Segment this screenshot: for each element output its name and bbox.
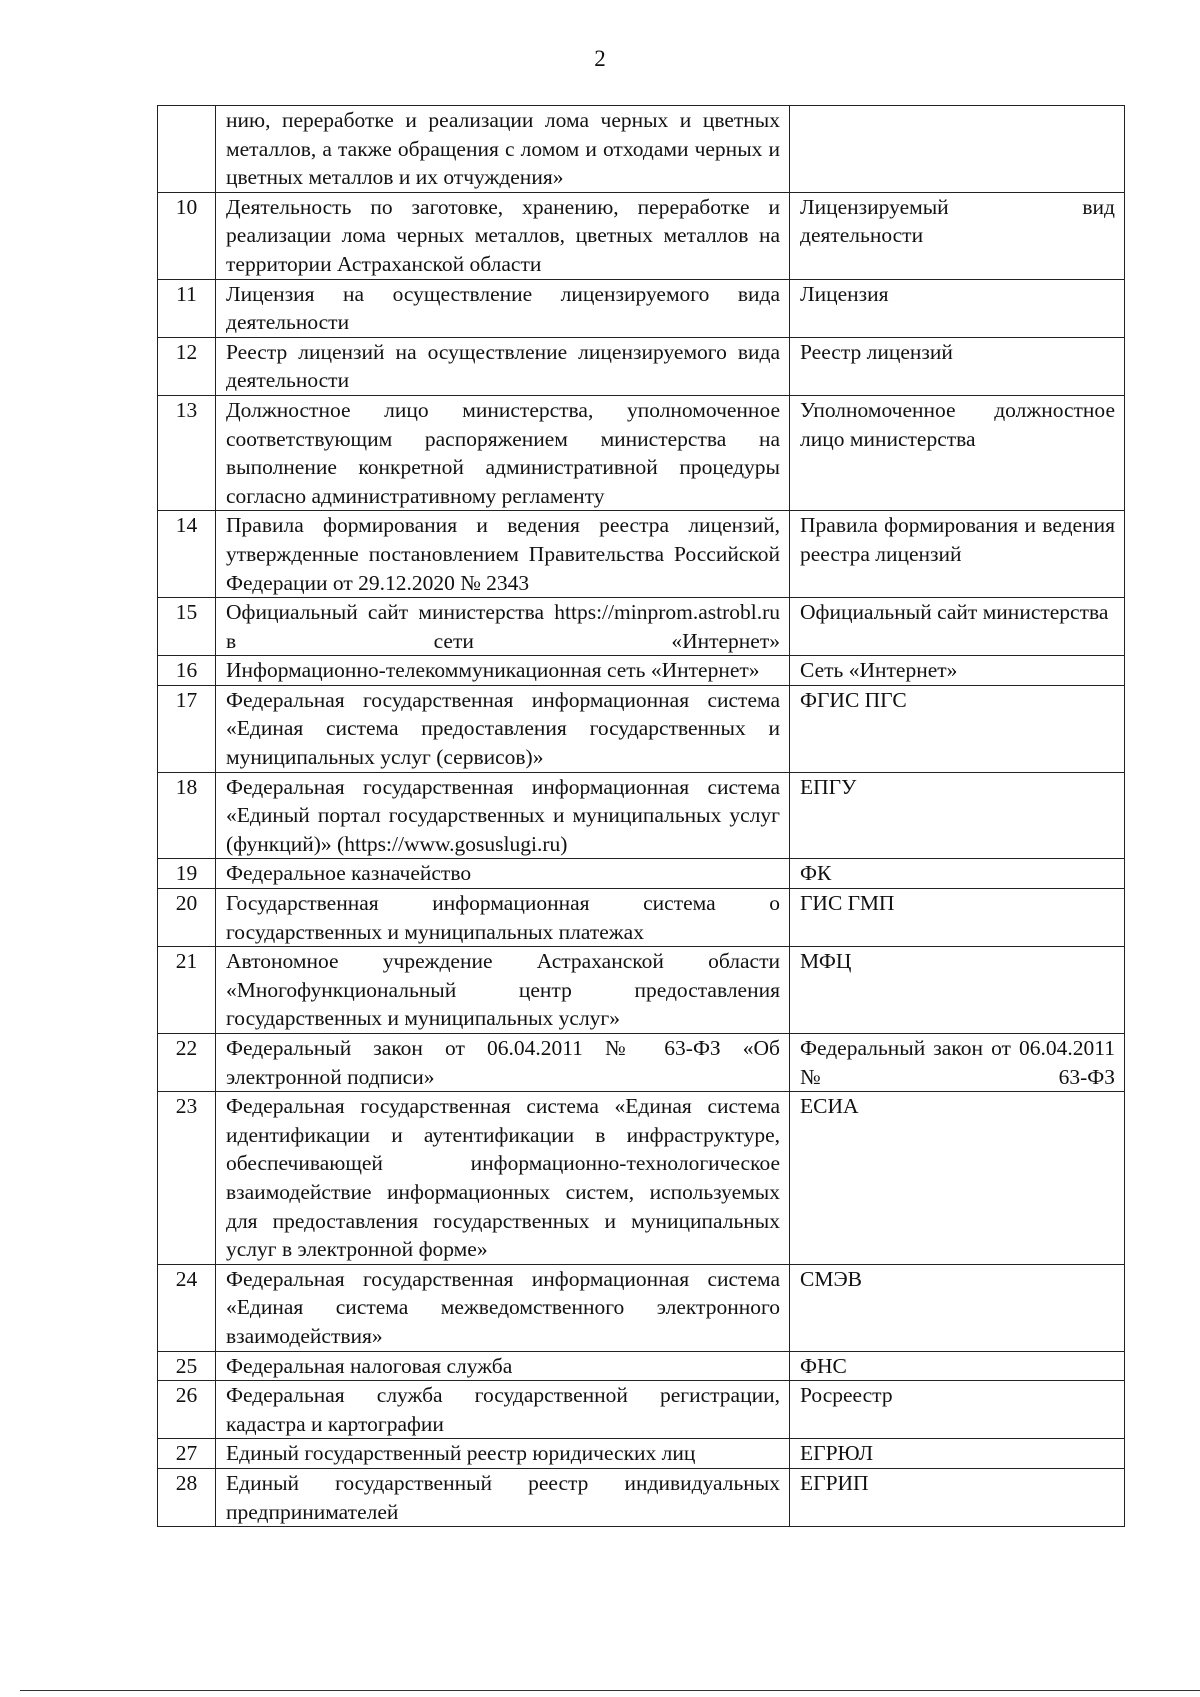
abbreviation-cell: Уполномоченное должностное лицо министерства [790,395,1125,510]
term-cell: Государственная информационная система о государственных и муниципальных платежах [216,889,790,947]
abbreviation-cell: Федеральный закон от 06.04.2011 № 63-ФЗ [790,1034,1125,1092]
row-number: 21 [158,947,216,1034]
row-number: 27 [158,1439,216,1469]
table-row [158,1381,1125,1439]
abbreviation-cell: Лицензия [790,279,1125,337]
row-number: 18 [158,772,216,859]
term-cell: Автономное учреждение Астраханской области «Многофункциональный центр предоставления государственных и муниципальных услуг» [216,947,790,1034]
row-number: 15 [158,598,216,656]
table-row [158,685,1125,772]
table-row [158,1468,1125,1526]
table-row [158,192,1125,279]
row-number: 28 [158,1468,216,1526]
table-row [158,1034,1125,1092]
term-cell: Федеральная государственная система «Единая система идентификации и аутентификации в инфраструктуре, обеспечивающей информационно-технологическое взаимодействие информационных систем, используемых для предоставления государственных и муниципальных услуг в электронной форме» [216,1092,790,1265]
term-cell: Единый государственный реестр индивидуальных предпринимателей [216,1468,790,1526]
row-number: 16 [158,656,216,686]
table-row [158,1092,1125,1265]
row-number: 25 [158,1351,216,1381]
row-number: 22 [158,1034,216,1092]
abbreviation-cell: ЕГРЮЛ [790,1439,1125,1469]
term-cell: Федеральная государственная информационная система «Единая система межведомственного электронного взаимодействия» [216,1264,790,1351]
abbreviation-cell: Сеть «Интернет» [790,656,1125,686]
abbreviation-cell: ЕГРИП [790,1468,1125,1526]
abbreviation-cell: ЕПГУ [790,772,1125,859]
term-cell: нию, переработке и реализации лома черных и цветных металлов, а также обращения с ломом и отходами черных и цветных металлов и их отчуждения» [216,106,790,193]
table-row [158,279,1125,337]
row-number [158,106,216,193]
term-cell: Федеральная служба государственной регистрации, кадастра и картографии [216,1381,790,1439]
term-cell: Федеральная государственная информационная система «Единая система предоставления государственных и муниципальных услуг (сервисов)» [216,685,790,772]
table-row [158,859,1125,889]
abbreviation-cell: МФЦ [790,947,1125,1034]
term-cell: Реестр лицензий на осуществление лицензируемого вида деятельности [216,337,790,395]
row-number: 14 [158,511,216,598]
term-cell: Федеральная налоговая служба [216,1351,790,1381]
bottom-rule [20,1690,1200,1691]
abbreviation-cell: Реестр лицензий [790,337,1125,395]
term-cell: Должностное лицо министерства, уполномоченное соответствующим распоряжением министерства на выполнение конкретной административной процедуры согласно административному регламенту [216,395,790,510]
term-cell: Деятельность по заготовке, хранению, переработке и реализации лома черных металлов, цветных металлов на территории Астраханской области [216,192,790,279]
row-number: 24 [158,1264,216,1351]
abbreviation-cell: ГИС ГМП [790,889,1125,947]
abbreviation-cell: ФК [790,859,1125,889]
table-row [158,1351,1125,1381]
table-row [158,1439,1125,1469]
table-row [158,656,1125,686]
abbreviation-cell: Правила формирования и ведения реестра лицензий [790,511,1125,598]
table-row [158,1264,1125,1351]
abbreviation-cell: СМЭВ [790,1264,1125,1351]
abbreviation-cell [790,106,1125,193]
term-cell: Официальный сайт министерства https://minprom.astrobl.ru в сети «Интернет» [216,598,790,656]
table-row [158,511,1125,598]
term-cell: Правила формирования и ведения реестра лицензий, утвержденные постановлением Правительства Российской Федерации от 29.12.2020 № 2343 [216,511,790,598]
table-row [158,598,1125,656]
table-row [158,106,1125,193]
abbreviation-cell: Росреестр [790,1381,1125,1439]
term-cell: Федеральная государственная информационная система «Единый портал государственных и муниципальных услуг (функций)» (https://www.gosuslugi.ru) [216,772,790,859]
row-number: 11 [158,279,216,337]
row-number: 13 [158,395,216,510]
abbreviation-cell: Официальный сайт министерства [790,598,1125,656]
page-number: 2 [594,46,606,71]
table-row [158,889,1125,947]
table-row [158,395,1125,510]
row-number: 12 [158,337,216,395]
row-number: 20 [158,889,216,947]
table-row [158,337,1125,395]
row-number: 17 [158,685,216,772]
term-cell: Федеральное казначейство [216,859,790,889]
term-cell: Единый государственный реестр юридических лиц [216,1439,790,1469]
row-number: 19 [158,859,216,889]
row-number: 10 [158,192,216,279]
abbreviation-cell: ФГИС ПГС [790,685,1125,772]
term-cell: Лицензия на осуществление лицензируемого вида деятельности [216,279,790,337]
table-row [158,947,1125,1034]
row-number: 26 [158,1381,216,1439]
abbreviation-cell: Лицензируемый вид деятельности [790,192,1125,279]
abbreviation-cell: ФНС [790,1351,1125,1381]
row-number: 23 [158,1092,216,1265]
abbreviation-cell: ЕСИА [790,1092,1125,1265]
term-cell: Информационно-телекоммуникационная сеть «Интернет» [216,656,790,686]
table-row [158,772,1125,859]
definitions-table [157,105,1125,1527]
term-cell: Федеральный закон от 06.04.2011 № 63-ФЗ «Об электронной подписи» [216,1034,790,1092]
